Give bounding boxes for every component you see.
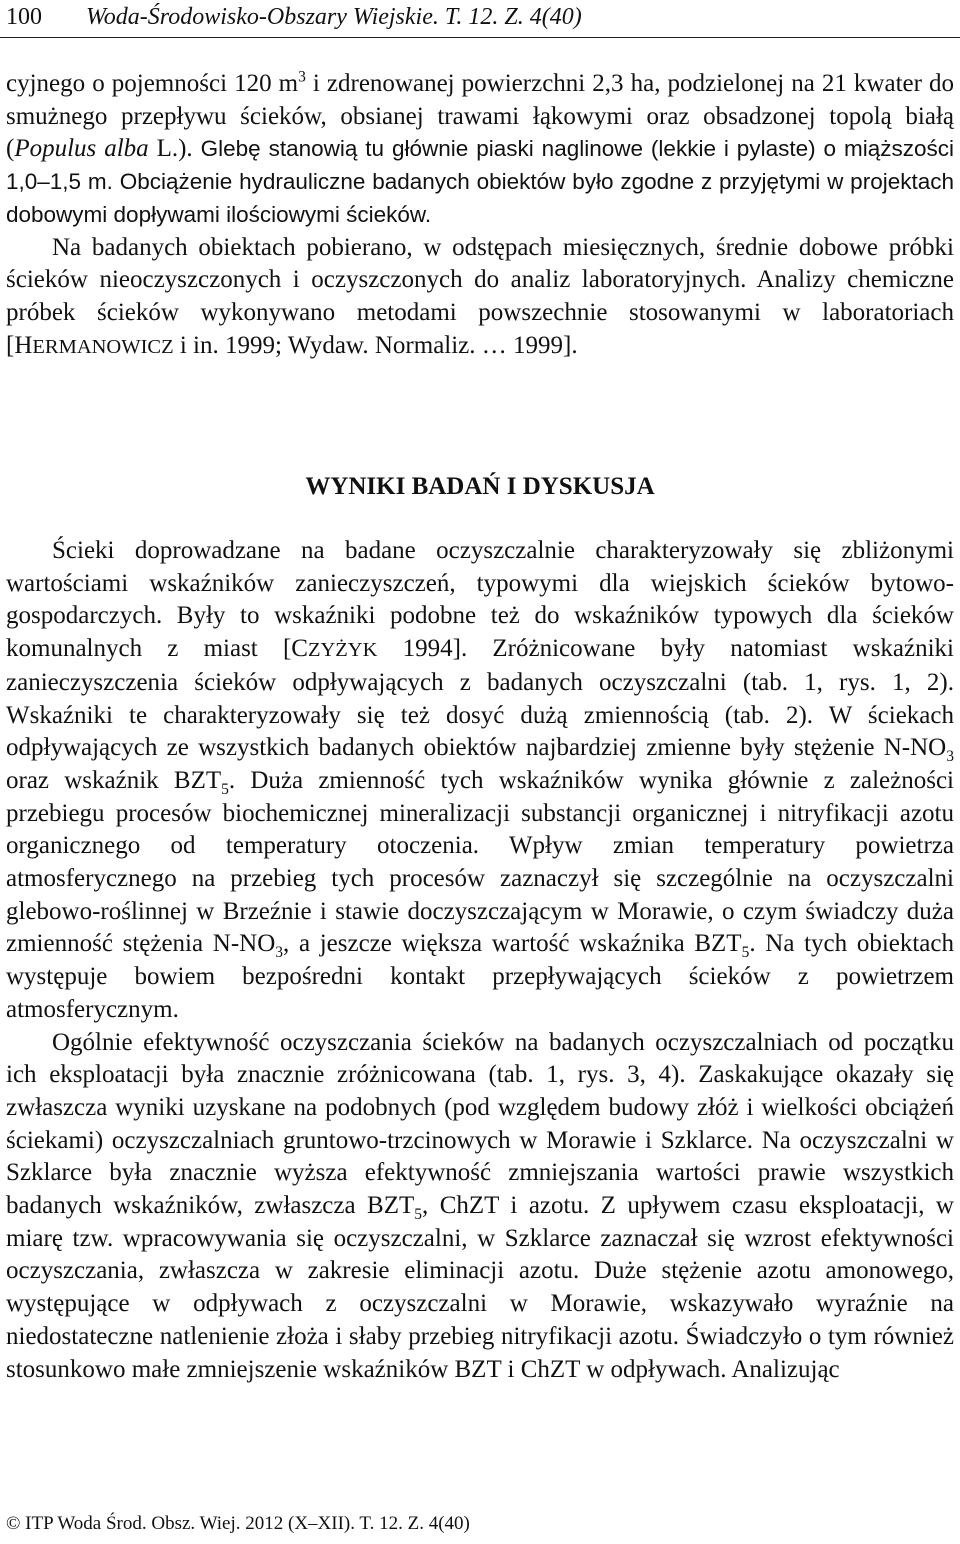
results-paragraph-2	[6, 1027, 954, 1387]
text-run: i in. 1999; Wydaw. Normaliz. … 1999].	[173, 331, 578, 359]
copyright-footer: © ITP Woda Środ. Obsz. Wiej. 2012 (X–XII). T. 12. Z. 4(40)	[6, 1513, 470, 1534]
text-run: . Na tych obiektach występuje bowiem bezpośredni kontakt przepływających ścieków z powietrzem atmosferycznym.	[6, 930, 954, 1023]
text-run: Na badanych obiektach pobierano, w odstępach miesięcznych, średnie dobowe próbki ścieków nieoczyszczonych i oczyszczonych do analiz laboratoryjnych. Analizy chemiczne próbek ścieków wykonywano metodami powszechnie stosowanymi w laboratoriach [H	[6, 233, 954, 359]
text-run: Ogólnie efektywność oczyszczania ścieków na badanych oczyszczalniach od początku ich eksploatacji była znacznie zróżnicowana (tab. 1, rys. 3, 4). Zaskakujące okazały się zwłaszcza wyniki uzyskane na podobnych (pod względem budowy złóż i wielkości obciążeń ściekami) oczyszczalniach gruntowo-trzcinowych w Morawie i Szklarce. Na oczyszczalni w Szklarce była znacznie wyższa efektywność zmniejszania wartości prawie wszystkich badanych wskaźników, zwłaszcza BZT	[6, 1028, 954, 1220]
intro-paragraph-2	[6, 232, 954, 364]
subscript: 3	[946, 748, 954, 766]
text-run-sans: Glebę stanowią tu głównie piaski naglinowe (lekkie i pylaste) o miąższości 1,0–1,5 m. Obciążenie hydrauliczne badanych obiektów było zgodne z przyjętymi w projektach dobowymi dopływami ilościowymi ścieków.	[6, 136, 954, 227]
text-run: L.).	[148, 135, 201, 163]
text-run: 1994]. Zróżnicowane były natomiast wskaźniki zanieczyszczenia ścieków odpływających z badanych oczyszczalni (tab. 1, rys. 1, 2). Wskaźniki te charakteryzowały się też dosyć dużą zmiennością (tab. 2). W ściekach odpływających ze wszystkich badanych obiektów najbardziej zmienne były stężenie N-NO	[6, 635, 955, 762]
citation-author: ZYŻYK	[307, 639, 378, 662]
text-run: Ścieki doprowadzane na badane oczyszczalnie charakteryzowały się zbliżonymi wartościami wskaźników zanieczyszczeń, typowymi dla wiejskich ścieków bytowo-gospodarczych. Były to wskaźniki podobne też do wskaźników typowych dla ścieków komunalnych z miast [C	[6, 537, 954, 663]
text-run: . Duża zmienność tych wskaźników wynika głównie z zależności przebiegu procesów biochemicznej mineralizacji substancji organicznej i nitryfikacji azotu organicznego od temperatury otoczenia. Wpływ zmian temperatury powietrza atmosferycznego na przebieg tych procesów zaznaczył się szczególnie na oczyszczalni glebowo-roślinnej w Brzeźnie i stawie doczyszczającym w Morawie, o czym świadczy duża zmienność stężenia N-NO	[6, 766, 954, 958]
journal-title: Woda-Środowisko-Obszary Wiejskie. T. 12. Z. 4(40)	[86, 4, 582, 30]
subscript: 5	[221, 780, 229, 798]
superscript: 3	[298, 68, 306, 86]
results-paragraph-1	[6, 535, 954, 1027]
text-run: i zdrenowanej powierzchni 2,3 ha, podzielonej na 21 kwater do smużnego przepływu ścieków, obsianej trawami łąkowymi oraz obsadzonej topolą białą (	[6, 70, 954, 163]
section-heading: WYNIKI BADAŃ I DYSKUSJA	[305, 473, 655, 500]
intro-section	[6, 68, 954, 363]
intro-paragraph-1	[6, 68, 954, 232]
results-section	[6, 535, 954, 1386]
citation-author: ERMANOWICZ	[32, 335, 174, 358]
text-run: cyjnego o pojemności 120 m	[6, 70, 299, 97]
subscript: 5	[741, 944, 750, 962]
subscript: 5	[414, 1206, 423, 1224]
text-run: oraz wskaźnik BZT	[6, 766, 222, 794]
subscript: 3	[275, 944, 284, 962]
text-run: , ChZT i azotu. Z upływem czasu eksploatacji, w miarę tzw. wpracowywania się oczyszczalni, w Szklarce zaznaczał się wzrost efektywności oczyszczania, zwłaszcza w zakresie eliminacji azotu. Duże stężenie azotu amonowego, występujące w odpływach z oczyszczalni w Morawie, wskazywało wyraźnie na niedostateczne natlenienie złoża i słaby przebieg nitryfikacji azotu. Świadczyło o tym również stosunkowo małe zmniejszenie wskaźników BZT i ChZT w odpływach. Analizując	[6, 1192, 954, 1383]
running-header	[0, 0, 960, 38]
species-name: Populus alba	[14, 135, 149, 163]
text-run: , a jeszcze większa wartość wskaźnika BZT	[283, 930, 742, 958]
page-number: 100	[6, 4, 42, 30]
